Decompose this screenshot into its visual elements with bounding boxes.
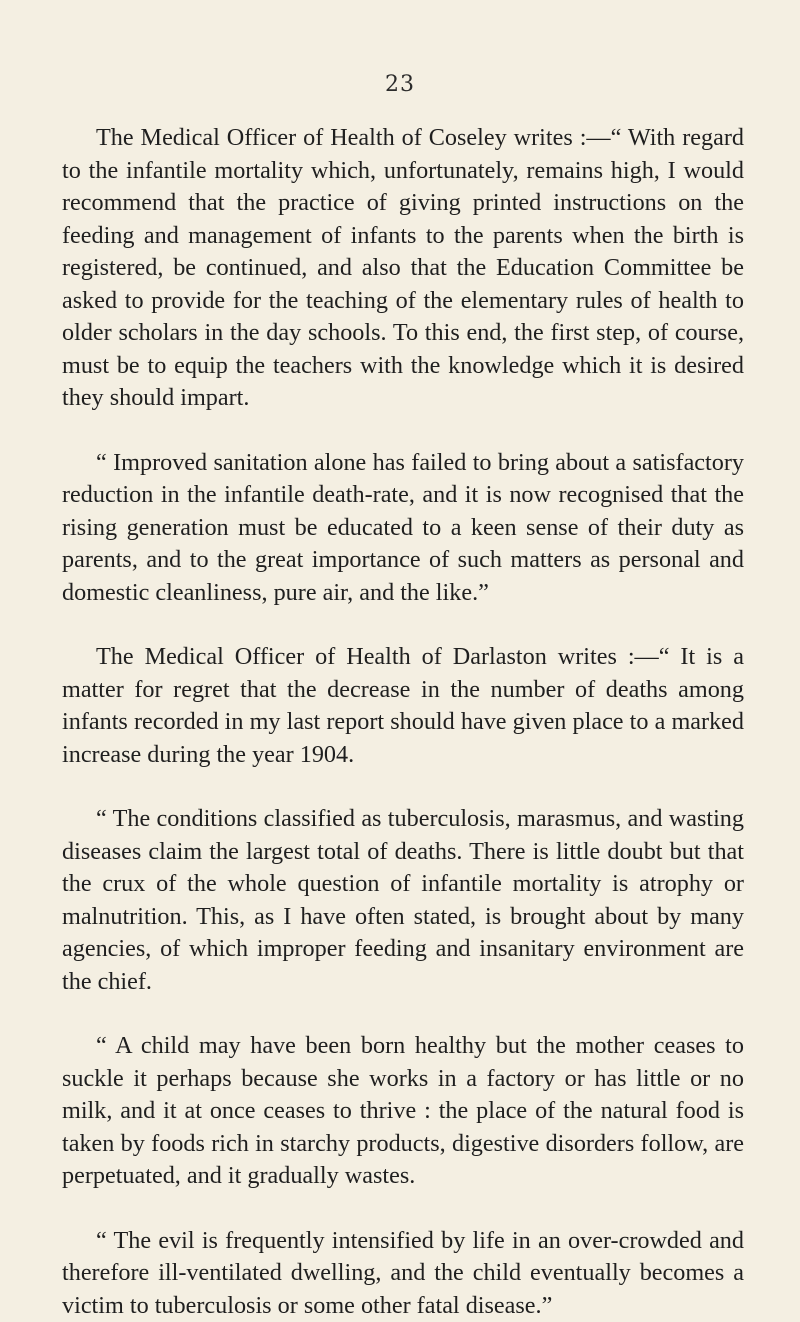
- body-text: [62, 122, 744, 1322]
- paragraph-overcrowding: “ The evil is frequently intensified by life in an over-crowded and therefore ill-ventilated dwelling, and the child eventually becomes a victim to tuberculosis or some other fatal disease.”: [62, 1225, 744, 1322]
- paragraph-coseley: The Medical Officer of Health of Coseley writes :—“ With regard to the infantile mortality which, unfortunately, remains high, I would recommend that the practice of giving printed instructions on the feeding and management of infants to the parents when the birth is registered, be continued, and also that the Education Committee be asked to provide for the teaching of the elementary rules of health to older scholars in the day schools. To this end, the first step, of course, must be to equip the teachers with the knowledge which it is desired they should impart.: [62, 122, 744, 415]
- paragraph-darlaston: The Medical Officer of Health of Darlaston writes :—“ It is a matter for regret that the decrease in the number of deaths among infants recorded in my last report should have given place to a marked increase during the year 1904.: [62, 641, 744, 771]
- paragraph-improved-sanitation: “ Improved sanitation alone has failed to bring about a satisfactory reduction in the infantile death-rate, and it is now recognised that the rising generation must be educated to a keen sense of their duty as parents, and to the great importance of such matters as personal and domestic cleanliness, pure air, and the like.”: [62, 447, 744, 610]
- page-number: 23: [0, 72, 800, 97]
- paragraph-child-health: “ A child may have been born healthy but the mother ceases to suckle it perhaps because she works in a factory or has little or no milk, and it at once ceases to thrive : the place of the natural food is taken by foods rich in starchy products, digestive disorders follow, are perpetuated, and it gradually wastes.: [62, 1030, 744, 1193]
- paragraph-conditions: “ The conditions classified as tuberculosis, marasmus, and wasting diseases claim the largest total of deaths. There is little doubt but that the crux of the whole question of infantile mortality is atrophy or malnutrition. This, as I have often stated, is brought about by many agencies, of which improper feeding and insanitary environment are the chief.: [62, 803, 744, 998]
